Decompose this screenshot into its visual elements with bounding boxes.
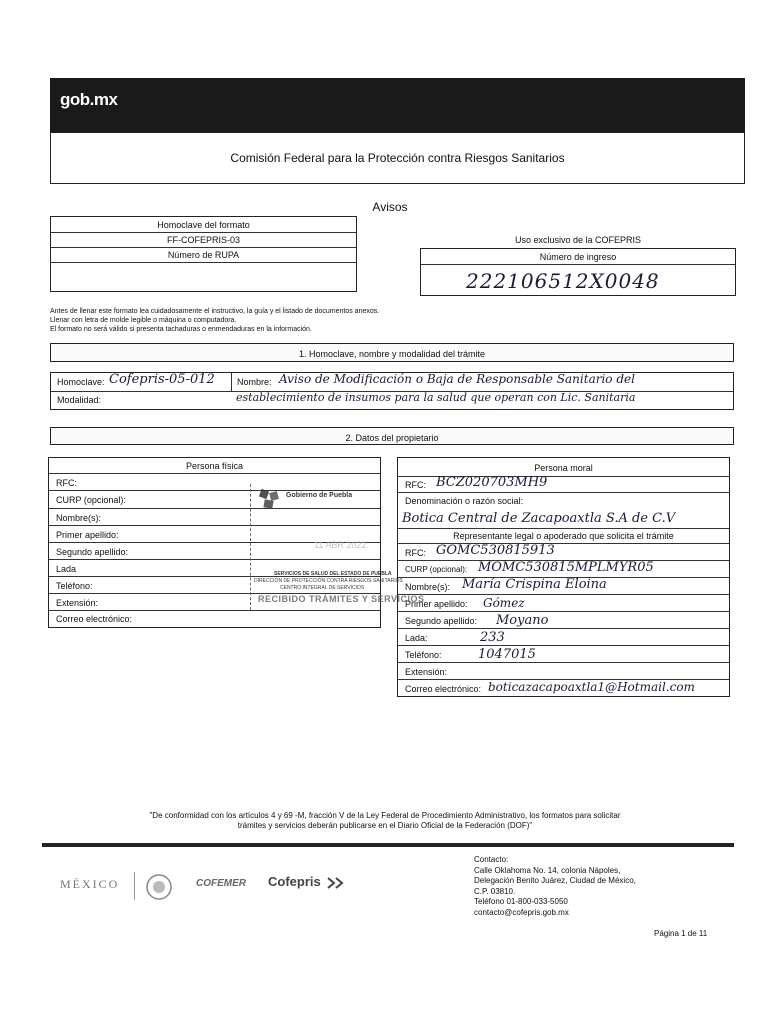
- rep-extension-label: Extensión:: [405, 667, 448, 677]
- rep-segundo-apellido-label: Segundo apellido:: [405, 616, 478, 626]
- stamp-org: Gobierno de Puebla: [286, 492, 353, 499]
- mexico-logo: MÉXICO: [60, 877, 120, 891]
- moral-rfc-value: BCZ020703MH9: [436, 475, 548, 490]
- contact-title: Contacto:: [474, 855, 509, 864]
- format-box: [50, 216, 357, 292]
- rep-primer-apellido-value: Gómez: [483, 596, 525, 610]
- stamp-line3: CENTRO INTEGRAL DE SERVICIOS: [280, 585, 365, 591]
- contact-line: Teléfono 01-800-033-5050: [474, 897, 568, 906]
- agency-title: Comisión Federal para la Protección contra Riesgos Sanitarios: [230, 151, 565, 165]
- homoclave-format-label: Homoclave del formato: [157, 220, 250, 230]
- fisica-correo-label: Correo electrónico:: [56, 614, 133, 624]
- instruction-line: Llenar con letra de molde legible o máquina o computadora.: [50, 317, 237, 324]
- representante-title: Representante legal o apoderado que solicita el trámite: [453, 531, 674, 541]
- stamp-line1: SERVICIOS DE SALUD DEL ESTADO DE PUEBLA: [274, 571, 392, 577]
- rep-segundo-apellido-value: Moyano: [496, 613, 549, 628]
- fisica-primer-apellido-label: Primer apellido:: [56, 530, 119, 540]
- gobmx-logo: gob.mx: [60, 90, 118, 109]
- stamp-date: 11 ABR 2022: [314, 540, 367, 550]
- seal-icon: [142, 872, 176, 902]
- header-black-bar: [50, 78, 745, 132]
- stamp-line4: RECIBIDO TRÁMITES Y SERVICIOS: [258, 594, 425, 604]
- persona-moral-table: [397, 457, 730, 697]
- persona-fisica-title: Persona física: [185, 461, 244, 471]
- puebla-emblem-icon: [258, 488, 282, 510]
- ingreso-value: 222106512X0048: [466, 269, 660, 293]
- cofepris-logo: Cofepris: [268, 874, 321, 889]
- rep-nombre-value: María Crispina Eloina: [462, 577, 607, 592]
- instruction-line: El formato no será válido si presenta tachaduras o enmendaduras en la información.: [50, 326, 312, 333]
- legal-note-line: trámites y servicios deberán publicarse en el Diario Oficial de la Federación (DOF)": [237, 821, 533, 830]
- ingreso-label: Número de ingreso: [539, 252, 617, 262]
- rep-curp-label: CURP (opcional):: [405, 565, 468, 574]
- cofepris-use-title: Uso exclusivo de la COFEPRIS: [514, 235, 642, 245]
- fisica-segundo-apellido-label: Segundo apellido:: [56, 547, 129, 557]
- legal-note: [40, 811, 730, 831]
- fisica-rfc-label: RFC:: [56, 478, 77, 488]
- persona-moral-title: Persona moral: [534, 463, 593, 473]
- contact-email: contacto@cofepris.gob.mx: [474, 907, 569, 917]
- section2-header: [50, 427, 734, 445]
- fisica-extension-label: Extensión:: [56, 598, 99, 608]
- cofepris-ingreso-box: [420, 248, 736, 296]
- stamp-line2: DIRECCIÓN DE PROTECCIÓN CONTRA RIESGOS SANITARIOS: [254, 578, 403, 584]
- modalidad-value: establecimiento de insumos para la salud que operan con Lic. Sanitaria: [236, 391, 636, 404]
- rep-correo-value: boticazacapoaxtla1@Hotmail.com: [488, 680, 695, 694]
- rupa-label: Número de RUPA: [167, 250, 240, 260]
- homoclave-value: Cofepris-05-012: [109, 372, 215, 387]
- page-number: Página 1 de 11: [654, 929, 708, 938]
- rep-curp-value: MOMC530815MPLMYR05: [478, 560, 654, 575]
- fisica-curp-label: CURP (opcional):: [56, 495, 126, 505]
- section2-title: 2. Datos del propietario: [345, 433, 439, 443]
- fisica-nombre-label: Nombre(s):: [56, 513, 102, 523]
- modalidad-label: Modalidad:: [57, 395, 102, 405]
- moral-rfc-label: RFC:: [405, 480, 426, 490]
- reception-stamp: [250, 484, 430, 610]
- rep-rfc-label: RFC:: [405, 548, 426, 558]
- razon-social-value: Botica Central de Zacapoaxtla S.A de C.V: [402, 511, 676, 526]
- fisica-telefono-label: Teléfono:: [56, 581, 93, 591]
- cofepris-arrows-icon: [326, 876, 350, 890]
- contact-line: Calle Oklahoma No. 14, colonia Nápoles,: [474, 865, 621, 875]
- homoclave-label: Homoclave:: [57, 377, 105, 387]
- rep-rfc-value: GOMC530815913: [436, 543, 555, 558]
- fisica-lada-label: Lada: [56, 564, 77, 574]
- contact-block: [474, 855, 636, 918]
- rep-lada-label: Lada:: [405, 633, 428, 643]
- agency-title-box: [50, 132, 745, 184]
- legal-note-line: "De conformidad con los artículos 4 y 69 -M, fracción V de la Ley Federal de Procedimiento Administrativo, los formatos para solicitar: [149, 811, 621, 820]
- contact-line: Delegación Benito Juárez, Ciudad de México,: [474, 876, 636, 885]
- homoclave-format-value: FF-COFEPRIS-03: [166, 235, 240, 245]
- razon-social-label: Denominación o razón social:: [405, 496, 524, 506]
- cofemer-logo: COFEMER: [196, 878, 246, 889]
- rep-primer-apellido-label: Primer apellido:: [405, 599, 468, 609]
- section1-title: 1. Homoclave, nombre y modalidad del trámite: [298, 349, 486, 359]
- nombre-value: Aviso de Modificación o Baja de Responsable Sanitario del: [279, 372, 635, 386]
- rep-nombre-label: Nombre(s):: [405, 582, 451, 592]
- instructions: [50, 307, 379, 334]
- section1-header: [50, 343, 734, 362]
- rep-telefono-value: 1047015: [478, 647, 536, 662]
- nombre-label: Nombre:: [237, 377, 272, 387]
- instruction-line: Antes de llenar este formato lea cuidadosamente el instructivo, la guía y el listado de documentos anexos.: [50, 308, 380, 315]
- rep-lada-value: 233: [480, 630, 505, 645]
- footer-rule: [42, 843, 734, 847]
- form-title: Avisos: [372, 200, 408, 214]
- rep-correo-label: Correo electrónico:: [405, 684, 482, 694]
- contact-line: C.P. 03810.: [474, 886, 516, 896]
- rep-telefono-label: Teléfono:: [405, 650, 442, 660]
- section1-table: [50, 372, 734, 410]
